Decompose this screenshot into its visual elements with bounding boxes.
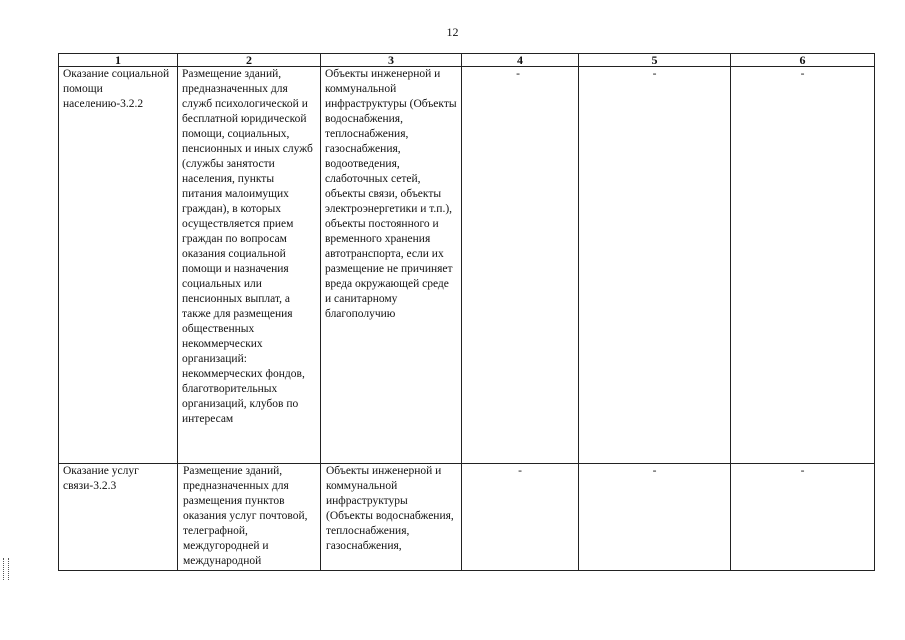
table-row [59, 464, 875, 571]
cell-auxiliary-uses: Объекты инженерной и коммунальной инфраструктуры (Объекты водоснабжения, теплоснабжения, газоснабжения, [321, 464, 462, 571]
column-header-3: 3 [321, 54, 462, 67]
cell-use-description: Размещение зданий, предназначенных для служб психологической и бесплатной юридической помощи, социальных, пенсионных и иных служб (службы занятости населения, пункты питания малоимущих граждан), в которых осуществляется прием граждан по вопросам оказания социальной помощи и назначения социальных или пенсионных выплат, а также для размещения общественных некоммерческих организаций: некоммерческих фондов, благотворительных организаций, клубов по интересам [178, 67, 321, 464]
cell-auxiliary-uses: Объекты инженерной и коммунальной инфраструктуры (Объекты водоснабжения, теплоснабжения, газоснабжения, водоотведения, слаботочных сетей, объекты связи, объекты электроэнергетики и т.п.), объекты постоянного и временного хранения автотранспорта, если их размещение не причиняет вреда окружающей среде и санитарному благополучию [321, 67, 462, 464]
cell-col4: - [462, 67, 579, 464]
column-header-4: 4 [462, 54, 579, 67]
cell-col5: - [579, 67, 731, 464]
table-row [59, 67, 875, 464]
page-number: 12 [446, 25, 459, 39]
cell-col5: - [579, 464, 731, 571]
cell-col4: - [462, 464, 579, 571]
cell-use-description: Размещение зданий, предназначенных для размещения пунктов оказания услуг почтовой, телеграфной, междугородней и международной [178, 464, 321, 571]
column-header-5: 5 [579, 54, 731, 67]
table-header-row [59, 54, 875, 67]
scan-margin-mark [3, 558, 9, 580]
cell-use-type: Оказание услуг связи-3.2.3 [59, 464, 178, 571]
column-header-2: 2 [178, 54, 321, 67]
column-header-1: 1 [59, 54, 178, 67]
cell-col6: - [731, 464, 875, 571]
column-header-6: 6 [731, 54, 875, 67]
cell-col6: - [731, 67, 875, 464]
cell-use-type: Оказание социальной помощи населению-3.2.2 [59, 67, 178, 464]
regulations-table [58, 53, 875, 571]
